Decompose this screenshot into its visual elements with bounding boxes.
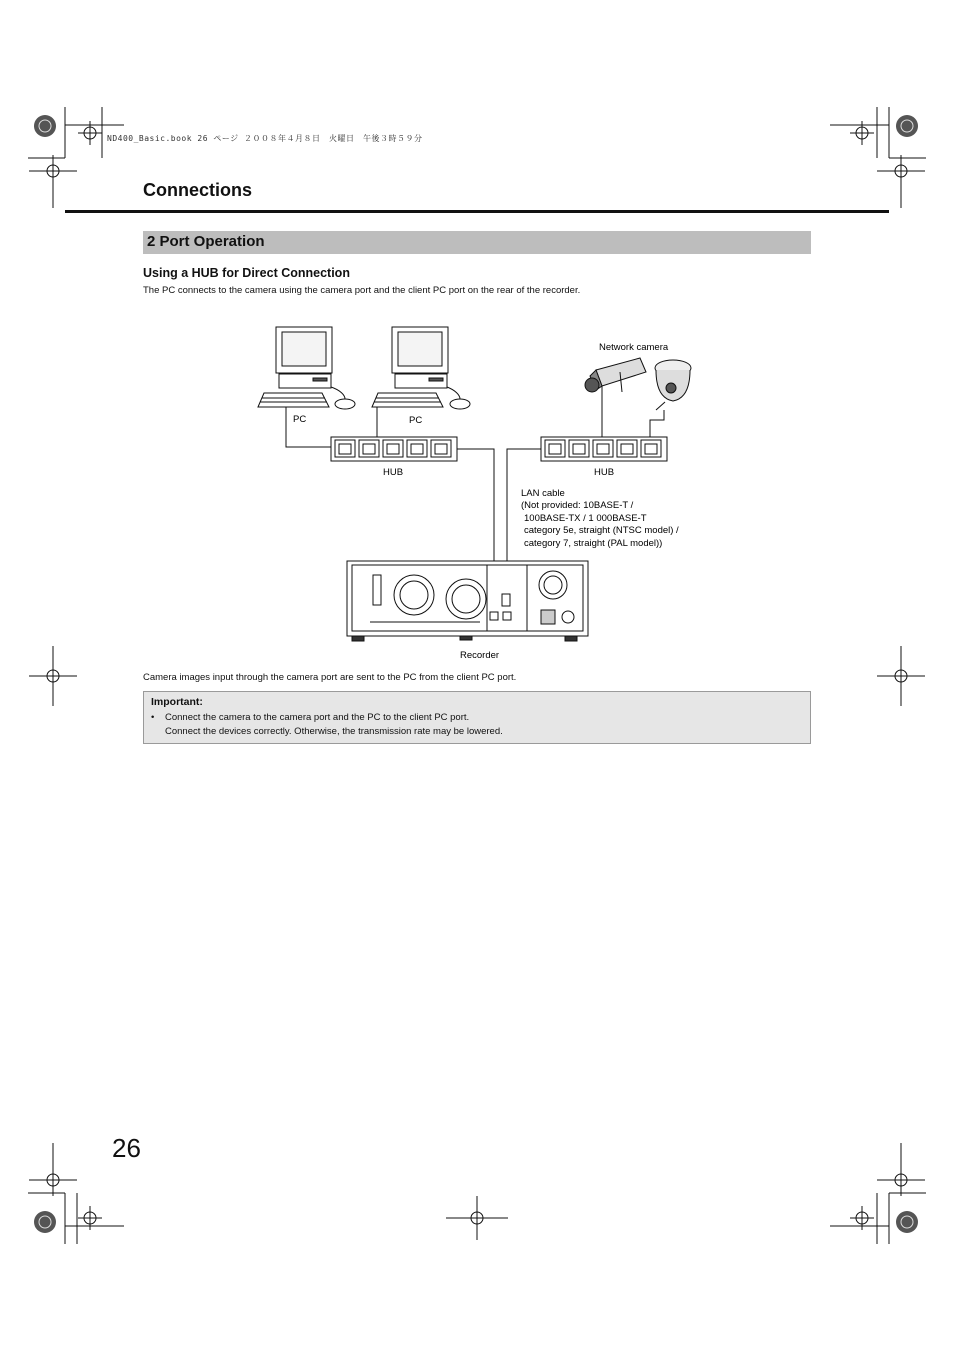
lan-cable-label-line-3: 100BASE-TX / 1 000BASE-T [524,513,647,524]
pc-1-label: PC [293,414,307,425]
hub-2-label: HUB [594,467,615,478]
pc-1-illustration [258,327,355,409]
dome-camera-illustration [655,360,691,410]
bullet-marker: • [151,712,155,723]
lan-cable-label-line-5: category 7, straight (PAL model)) [524,538,663,549]
important-heading: Important: [151,696,203,708]
important-line-2: Connect the devices correctly. Otherwise, the transmission rate may be lowered. [165,726,503,737]
intro-text: The PC connects to the camera using the camera port and the client PC port on the rear of the recorder. [143,285,581,296]
hub-1-label: HUB [383,467,404,478]
diagram-caption: Camera images input through the camera port are sent to the PC from the client PC port. [143,672,517,683]
recorder-illustration [347,561,588,641]
page-number: 26 [112,1133,141,1163]
pc-2-label: PC [409,415,423,426]
important-line-1: Connect the camera to the camera port and the PC to the client PC port. [165,712,470,723]
lan-cable-label-line-1: LAN cable [521,488,565,499]
subsection-title: 2 Port Operation [147,233,265,250]
recorder-label: Recorder [460,650,500,661]
lan-cable-label-line-4: category 5e, straight (NTSC model) / [524,525,679,536]
topic-heading: Using a HUB for Direct Connection [143,266,350,280]
hub-2-illustration [541,437,667,461]
lan-cable-label-line-2: (Not provided: 10BASE-T / [521,500,634,511]
box-camera-illustration [585,358,646,392]
important-note-box [143,691,811,744]
network-camera-label: Network camera [599,342,669,353]
section-title: Connections [143,180,253,200]
book-file-header: ND400_Basic.book 26 ページ ２００８年４月８日 火曜日 午後３時５９分 [107,134,423,143]
hub-1-illustration [331,437,457,461]
pc-2-illustration [372,327,470,409]
